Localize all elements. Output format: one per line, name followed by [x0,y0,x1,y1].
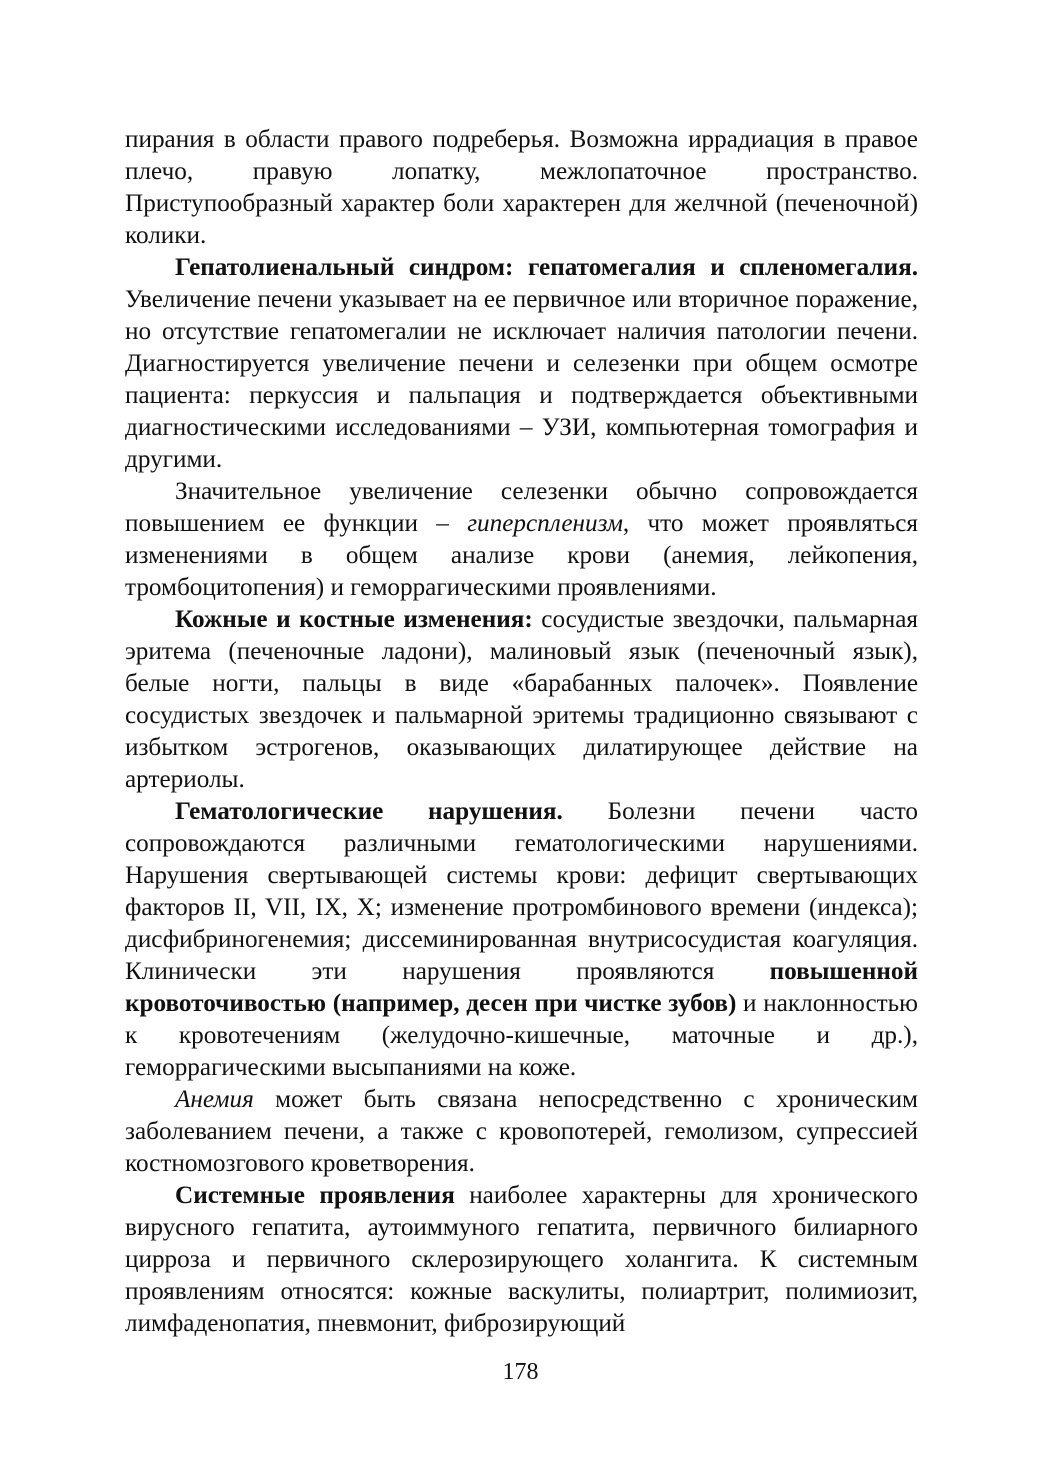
heading-hepatolienal-syndrome: Гепатолиенальный синдром: гепатомегалия и спленомегалия. [175,254,918,281]
page-body [125,124,918,1340]
paragraph-skin-bone-changes [125,604,918,796]
emphasis-bleeding: повышенной кровоточивостью (например, десен при чистке зубов) [125,958,918,1017]
term-anemia: Анемия [175,1086,254,1113]
paragraph-systemic-manifestations [125,1180,918,1340]
paragraph-pain-irradiation [125,124,918,252]
text-run: Значительное увеличение селезенки обычно сопровождается повышением ее функции – [125,478,918,537]
page-number: 178 [502,1359,539,1385]
paragraph-hematologic-disorders [125,796,918,1084]
heading-hematologic-disorders: Гематологические нарушения. [175,798,563,825]
paragraph-hepatolienal-syndrome [125,252,918,476]
text-run: и наклонностью к кровотечениям (желудочно-кишечные, маточные и др.), геморрагическими высыпаниями на коже. [125,990,918,1081]
term-hypersplenism: гиперспленизм [467,510,623,537]
heading-skin-bone-changes: Кожные и костные изменения: [175,606,533,633]
text-run: пирания в области правого подреберья. Возможна иррадиация в правое плечо, правую лопатку, межлопаточное пространство. Приступообразный характер боли характерен для желчной (печеночной) колики. [125,126,918,249]
text-run: , что может проявляться изменениями в общем анализе крови (анемия, лейкопения, тромбоцитопения) и геморрагическими проявлениями. [125,510,918,601]
text-run: может быть связана непосредственно с хроническим заболеванием печени, а также с кровопотерей, гемолизом, супрессией костномозгового кроветворения. [125,1086,918,1177]
text-run: Увеличение печени указывает на ее первичное или вторичное поражение, но отсутствие гепатомегалии не исключает наличия патологии печени. Диагностируется увеличение печени и селезенки при общем осмотре пациента: перкуссия и пальпация и подтверждается объективными диагностическими исследованиями – УЗИ, компьютерная томография и другими. [125,286,918,473]
paragraph-anemia [125,1084,918,1180]
text-run: Болезни печени часто сопровождаются различными гематологическими нарушениями. Нарушения свертывающей системы крови: дефицит свертывающих факторов II, VII, IX, X; изменение протромбинового времени (индекса); дисфибриногенемия; диссеминированная внутрисосудистая коагуляция. Клинически эти нарушения проявляются [125,798,919,985]
text-run: наиболее характерны для хронического вирусного гепатита, аутоиммуного гепатита, первичного билиарного цирроза и первичного склерозирующего холангита. К системным проявлениям относятся: кожные васкулиты, полиартрит, полимиозит, лимфаденопатия, пневмонит, фиброзирующий [125,1182,918,1337]
paragraph-splenomegaly [125,476,918,604]
heading-systemic-manifestations: Системные проявления [175,1182,455,1209]
text-run: сосудистые звездочки, пальмарная эритема (печеночные ладони), малиновый язык (печеночный язык), белые ногти, пальцы в виде «барабанных палочек». Появление сосудистых звездочек и пальмарной эритемы традиционно связывают с избытком эстрогенов, оказывающих дилатирующее действие на артериолы. [125,606,918,793]
